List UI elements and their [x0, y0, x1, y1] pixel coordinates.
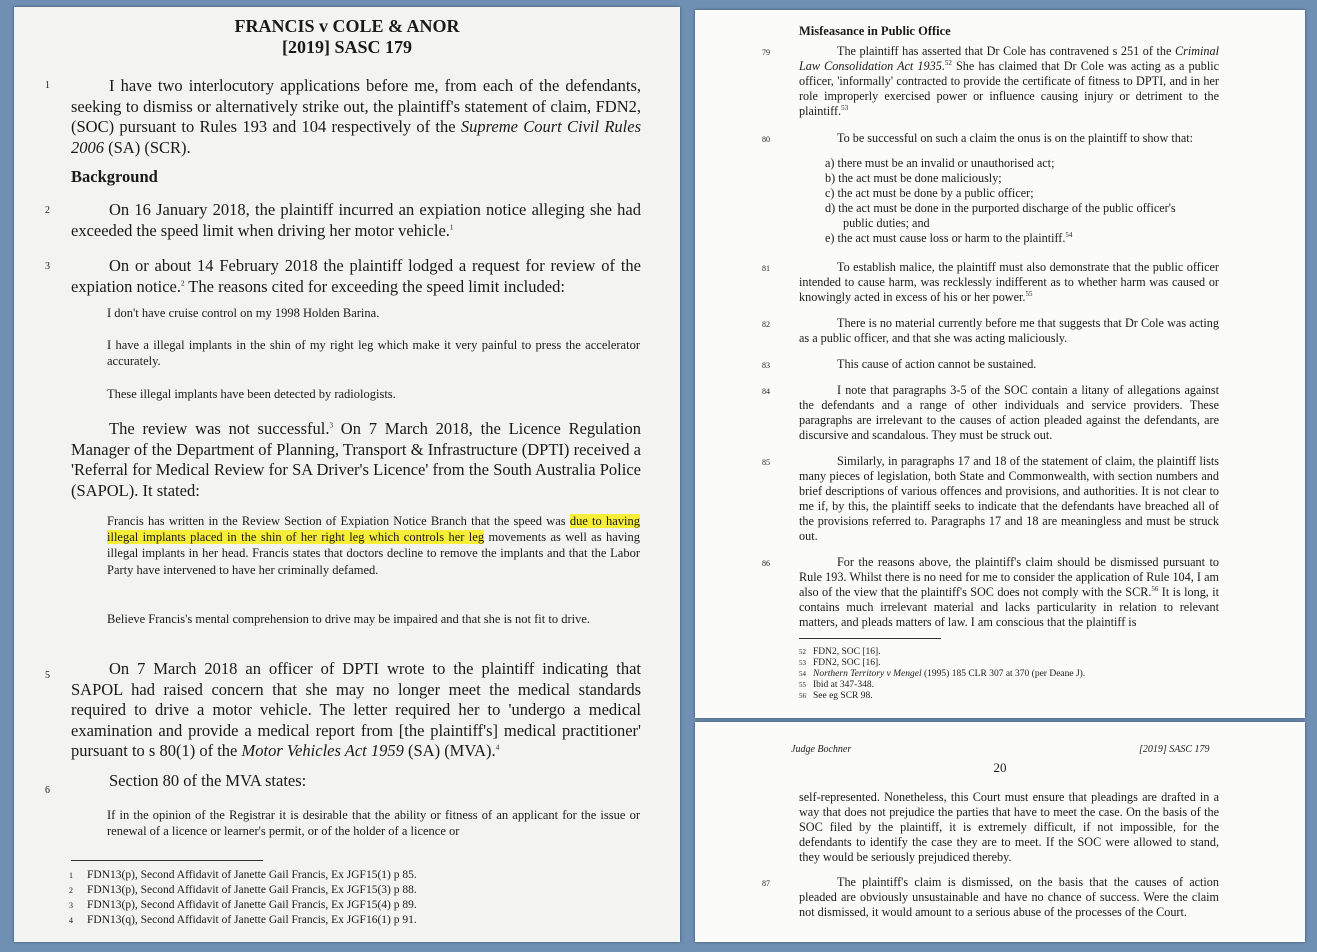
footnote: 56 See eg SCR 98. — [799, 691, 873, 701]
footnote: 4 FDN13(q), Second Affidavit of Janette Gail Francis, Ex JGF16(1) p 91. — [69, 914, 417, 926]
footnote: 52 FDN2, SOC [16]. — [799, 647, 881, 657]
para-number: 82 — [762, 320, 770, 329]
list-item: e) the act must cause loss or harm to the plaintiff.$^{54}$ — [825, 230, 1073, 245]
para-number: 86 — [762, 559, 770, 568]
para-number: 85 — [762, 458, 770, 467]
left-page — [14, 7, 680, 942]
bottom-page — [695, 722, 1305, 942]
para-number: 79 — [762, 48, 770, 57]
right-page — [695, 10, 1305, 718]
case-title: FRANCIS v COLE & ANOR — [234, 16, 460, 36]
quote-3: These illegal implants have been detected by radiologists. — [107, 387, 396, 401]
footnote-rule — [71, 860, 263, 861]
list-item: a) there must be an invalid or unauthorised act; — [825, 156, 1055, 170]
para-79: The plaintiff has asserted that Dr Cole has contravened s 251 of the Criminal Law Consolidation Act 1935.52 She has claimed that Dr Cole was acting as a public officer, 'informally' contracted to provide the certificate of fitness to DPTI, and in her role improperly exercised power or influence causing injury or detriment to the plaintiff.$^{53}$ — [799, 44, 1220, 118]
quote-4: Francis has written in the Review Section of Expiation Notice Branch that the speed was due to having illegal implants placed in the shin of her right leg which controls her leg movements as well as having illegal implants in her head. Francis states that doctors decline to remove the implants and that the Labor Party have intervened to have her criminally defamed. — [107, 514, 641, 577]
para-2: On 16 January 2018, the plaintiff incurred an expiation notice alleging she had exceeded the speed limit when driving her motor vehicle.$^1$ — [71, 200, 641, 240]
para-number: 83 — [762, 361, 770, 370]
footnote: 53 FDN2, SOC [16]. — [799, 658, 881, 668]
footnote: 54 Northern Territory v Mengel (1995) 185 CLR 307 at 370 (per Deane J). — [799, 669, 1086, 679]
background-heading: Background — [71, 167, 158, 186]
list-item: b) the act must be done maliciously; — [825, 171, 1002, 185]
para-number: 84 — [762, 387, 770, 396]
para-6: Section 80 of the MVA states: — [109, 771, 307, 790]
para-86: For the reasons above, the plaintiff's claim should be dismissed pursuant to Rule 193. Whilst there is no need for me to consider the application of Rule 104, I am also of the view that the plaintiff's SOC does not comply with the SCR.$^{56}$ It is long, it contains much irrelevant material and lacks particularity in relation to relevant matters, and pleads matters of law. I am conscious that the plaintiff is — [799, 555, 1220, 629]
highlighted-text: due to having illegal implants placed in the shin of her right leg which controls her leg — [107, 514, 640, 545]
para-number: 2 — [45, 205, 50, 216]
case-citation: [2019] SASC 179 — [281, 37, 412, 57]
footnote: 3 FDN13(p), Second Affidavit of Janette Gail Francis, Ex JGF15(4) p 89. — [69, 899, 417, 911]
para-number: 81 — [762, 264, 770, 273]
para-number: 6 — [45, 785, 50, 796]
para-85: Similarly, in paragraphs 17 and 18 of the statement of claim, the plaintiff lists many pieces of legislation, both State and Commonwealth, with section numbers and brief descriptions of various offences and provisions, and authorities. It is not clear to me if, by this, the plaintiff seeks to indicate that the defendants have breached all of the provisions referred to. Paragraphs 17 and 18 are meaningless and must be struck out. — [799, 454, 1219, 543]
footnote: 55 Ibid at 347-348. — [799, 680, 874, 690]
para-continued: self-represented. Nonetheless, this Court must ensure that pleadings are drafted in a way that does not prejudice the parties that have to meet the case. On the basis of the SOC filed by the plaintiff, it is extremely difficult, if not impossible, for the defendants to identify the case they are to meet. If the SOC were allowed to stand, they would be seriously prejudiced thereby. — [799, 790, 1219, 864]
para-82: There is no material currently before me that suggests that Dr Cole was acting as a public officer, and that she was acting maliciously. — [799, 316, 1219, 345]
para-number: 80 — [762, 135, 770, 144]
list-item: d) the act must be done in the purported discharge of the public officer's public duties; and — [825, 201, 1176, 230]
quote-6: If in the opinion of the Registrar it is desirable that the ability or fitness of an applicant for the issue or renewal of a licence or learner's permit, or of the holder of a licence or — [107, 808, 640, 839]
para-80: To be successful on such a claim the onus is on the plaintiff to show that: — [837, 131, 1194, 145]
section-heading: Misfeasance in Public Office — [799, 24, 951, 38]
para-number: 5 — [45, 670, 50, 681]
footnote: 1 FDN13(p), Second Affidavit of Janette Gail Francis, Ex JGF15(1) p 85. — [69, 869, 417, 881]
list-item: c) the act must be done by a public officer; — [825, 186, 1034, 200]
para-4: The review was not successful.$^3$ On 7 March 2018, the Licence Regulation Manager of the Department of Planning, Transport & Infrastructure (DPTI) received a 'Referral for Medical Review for SA Driver's Licence' from the South Australia Police (SAPOL). It stated: — [71, 419, 641, 500]
para-number: 87 — [762, 879, 770, 888]
running-header-citation: [2019] SASC 179 — [1139, 744, 1210, 755]
para-84: I note that paragraphs 3-5 of the SOC contain a litany of allegations against the defendants and a range of other individuals and service providers. These paragraphs are irrelevant to the causes of action pleaded against the defendants, are discursive and scandalous. They must be struck out. — [799, 383, 1219, 442]
running-header-judge: Judge Bochner — [791, 744, 852, 755]
quote-1: I don't have cruise control on my 1998 Holden Barina. — [107, 306, 380, 320]
para-5: On 7 March 2018 an officer of DPTI wrote to the plaintiff indicating that SAPOL had raised concern that she may no longer meet the medical standards required to drive a motor vehicle. The letter required her to 'undergo a medical examination and provide a medical report from [the plaintiff's] medical practitioner' pursuant to s 80(1) of the Motor Vehicles Act 1959 (SA) (MVA).$^4$ — [71, 659, 641, 760]
para-3: On or about 14 February 2018 the plaintiff lodged a request for review of the expiation notice.$^2$ The reasons cited for exceeding the speed limit included: — [71, 256, 641, 296]
footnote-rule — [799, 638, 941, 639]
footnote: 2 FDN13(p), Second Affidavit of Janette Gail Francis, Ex JGF15(3) p 88. — [69, 884, 417, 896]
page-number: 20 — [993, 760, 1007, 775]
quote-5: Believe Francis's mental comprehension to drive may be impaired and that she is not fit to drive. — [107, 612, 591, 626]
para-1: I have two interlocutory applications before me, from each of the defendants, seeking to dismiss or alternatively strike out, the plaintiff's statement of claim, FDN2, (SOC) pursuant to Rules 193 and 104 respectively of the Supreme Court Civil Rules 2006 (SA) (SCR). — [71, 76, 641, 157]
quote-2: I have a illegal implants in the shin of my right leg which make it very painful to press the accelerator accurately. — [107, 338, 640, 369]
elements-list — [825, 156, 1205, 246]
para-87: The plaintiff's claim is dismissed, on the basis that the causes of action pleaded are obviously unsustainable and have no chance of success. Were the claim not dismissed, it would amount to a serious abuse of the processes of the Court. — [799, 875, 1219, 919]
para-number: 3 — [45, 261, 50, 272]
para-number: 1 — [45, 80, 50, 91]
para-83: This cause of action cannot be sustained. — [837, 357, 1037, 371]
para-81: To establish malice, the plaintiff must also demonstrate that the public officer intended to cause harm, was recklessly indifferent as to whether harm was caused or knowingly acted in excess of his or her power.$^{55}$ — [799, 260, 1219, 304]
